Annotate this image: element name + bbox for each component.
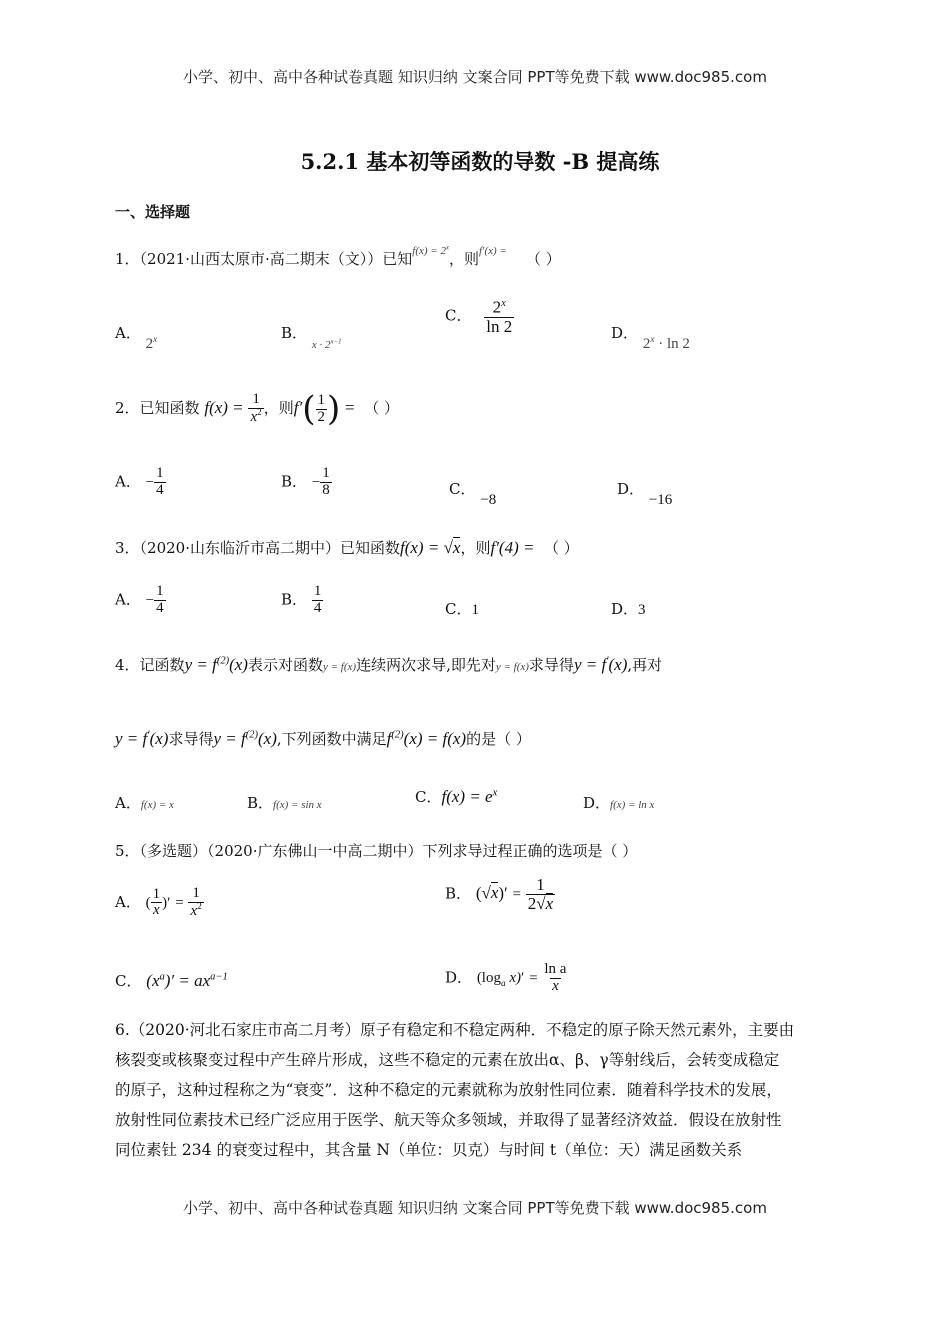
q5-option-d[interactable]: D． ($\log_a$ x)′ = $\frac{\text{ln a}}{x}$ (445, 961, 567, 994)
q3-option-c[interactable]: C．1 (445, 600, 479, 618)
q3-option-d[interactable]: D．3 (611, 600, 646, 618)
q2-option-d[interactable]: D． −16 (617, 480, 673, 508)
q6-line: 放射性同位素技术已经广泛应用于医学、航天等众多领域，并取得了显著经济效益．假设在放射性 (115, 1111, 782, 1129)
q6-line: 核裂变或核聚变过程中产生碎片形成，这些不稳定的元素在放出α、β、γ等射线后，会转变成稳定 (115, 1051, 780, 1069)
q4-option-c[interactable]: C．$f(x) = e^x$ (415, 787, 498, 806)
q2-option-a[interactable]: A． − $\frac{1}{4}$ (115, 465, 164, 498)
q5-option-a[interactable]: A． ( $\frac{1}{x}$ )′ = $\frac{1}{x^2}$ (115, 885, 202, 919)
q5-option-c[interactable]: C． $(x^a)' = ax^{a-1}$ (115, 971, 228, 990)
question-2-stem: 2．已知函数 f(x) = $\frac{1}{x^2}$ ，则f′( $\frac{1}{2}$ ) = （ ） (115, 389, 399, 429)
question-6-paragraph (115, 1015, 850, 1165)
page-footer: 小学、初中、高中各种试卷真题 知识归纳 文案合同 PPT等免费下载 www.doc985.com (183, 1199, 767, 1217)
q1-mid-text: ，则 (448, 250, 479, 268)
q1-option-c[interactable]: C． $\frac{2^x}{\ln 2}$ (445, 297, 513, 336)
q5-option-b[interactable]: B． (√x)′ = $\frac{1}{2√x}$ (445, 875, 554, 913)
q2-option-c[interactable]: C． −8 (449, 480, 497, 508)
q1-option-b[interactable]: B． $_{x \cdot 2^{x-1}}$ (281, 324, 342, 351)
q3-option-b[interactable]: B． $\frac{1}{4}$ (281, 583, 322, 616)
q4-option-d[interactable]: D．f(x) = ln x (583, 794, 655, 812)
page-header: 小学、初中、高中各种试卷真题 知识归纳 文案合同 PPT等免费下载 www.doc985.com (183, 68, 767, 86)
q4-option-a[interactable]: A．f(x) = x (115, 794, 174, 812)
question-1-stem (115, 244, 561, 269)
q3-option-a[interactable]: A． − $\frac{1}{4}$ (115, 583, 164, 616)
q1-fpx: f′(x) = (479, 245, 507, 257)
q1-stem-text: （2021·山西太原市·高二期末（文））已知 (139, 250, 413, 268)
question-5-stem: 5．（多选题）（2020·广东佛山一中高二期中）下列求导过程正确的选项是（ ） (115, 842, 638, 860)
q1-number: 1． (115, 250, 140, 268)
q2-option-b[interactable]: B． − $\frac{1}{8}$ (281, 465, 330, 498)
q4-option-b[interactable]: B．f(x) = sin x (247, 794, 322, 812)
q1-fx: f(x) = 2x (412, 244, 449, 257)
q6-line: 6.（2020·河北石家庄市高二月考）原子有稳定和不稳定两种．不稳定的原子除天然元素外，主要由 (115, 1021, 795, 1039)
q6-line: 的原子，这种过程称之为“衰变”．这种不稳定的元素就称为放射性同位素．随着科学技术的发展， (115, 1081, 782, 1099)
q1-blank: （ ） (525, 250, 561, 268)
q6-line: 同位素钍 234 的衰变过程中，其含量 N（单位：贝克）与时间 t（单位：天）满足函数关系 (115, 1141, 743, 1159)
section-heading: 一、选择题 (115, 203, 191, 221)
question-4-line-2: y = f′(x)求导得$y = f^{(2)}(x)$,下列函数中满足$f^{(2)}(x) = f(x)$的是（ ） (115, 729, 531, 748)
q1-option-a[interactable]: A． 2$^x$ (115, 324, 158, 352)
question-3-stem: 3．（2020·山东临沂市高二期中）已知函数f(x) = √x，则f′(4) = （ ） (115, 538, 579, 557)
question-4-line-1: 4．记函数$y = f^{(2)}(x)$表示对函数y = f(x)连续两次求导,即先对y = f(x)求导得y = f′(x),再对 (115, 655, 663, 674)
q1-option-d[interactable]: D． $2^x \cdot \ln 2$ (611, 324, 690, 352)
page-title: 5.2.1 基本初等函数的导数 -B 提高练 (300, 149, 660, 174)
